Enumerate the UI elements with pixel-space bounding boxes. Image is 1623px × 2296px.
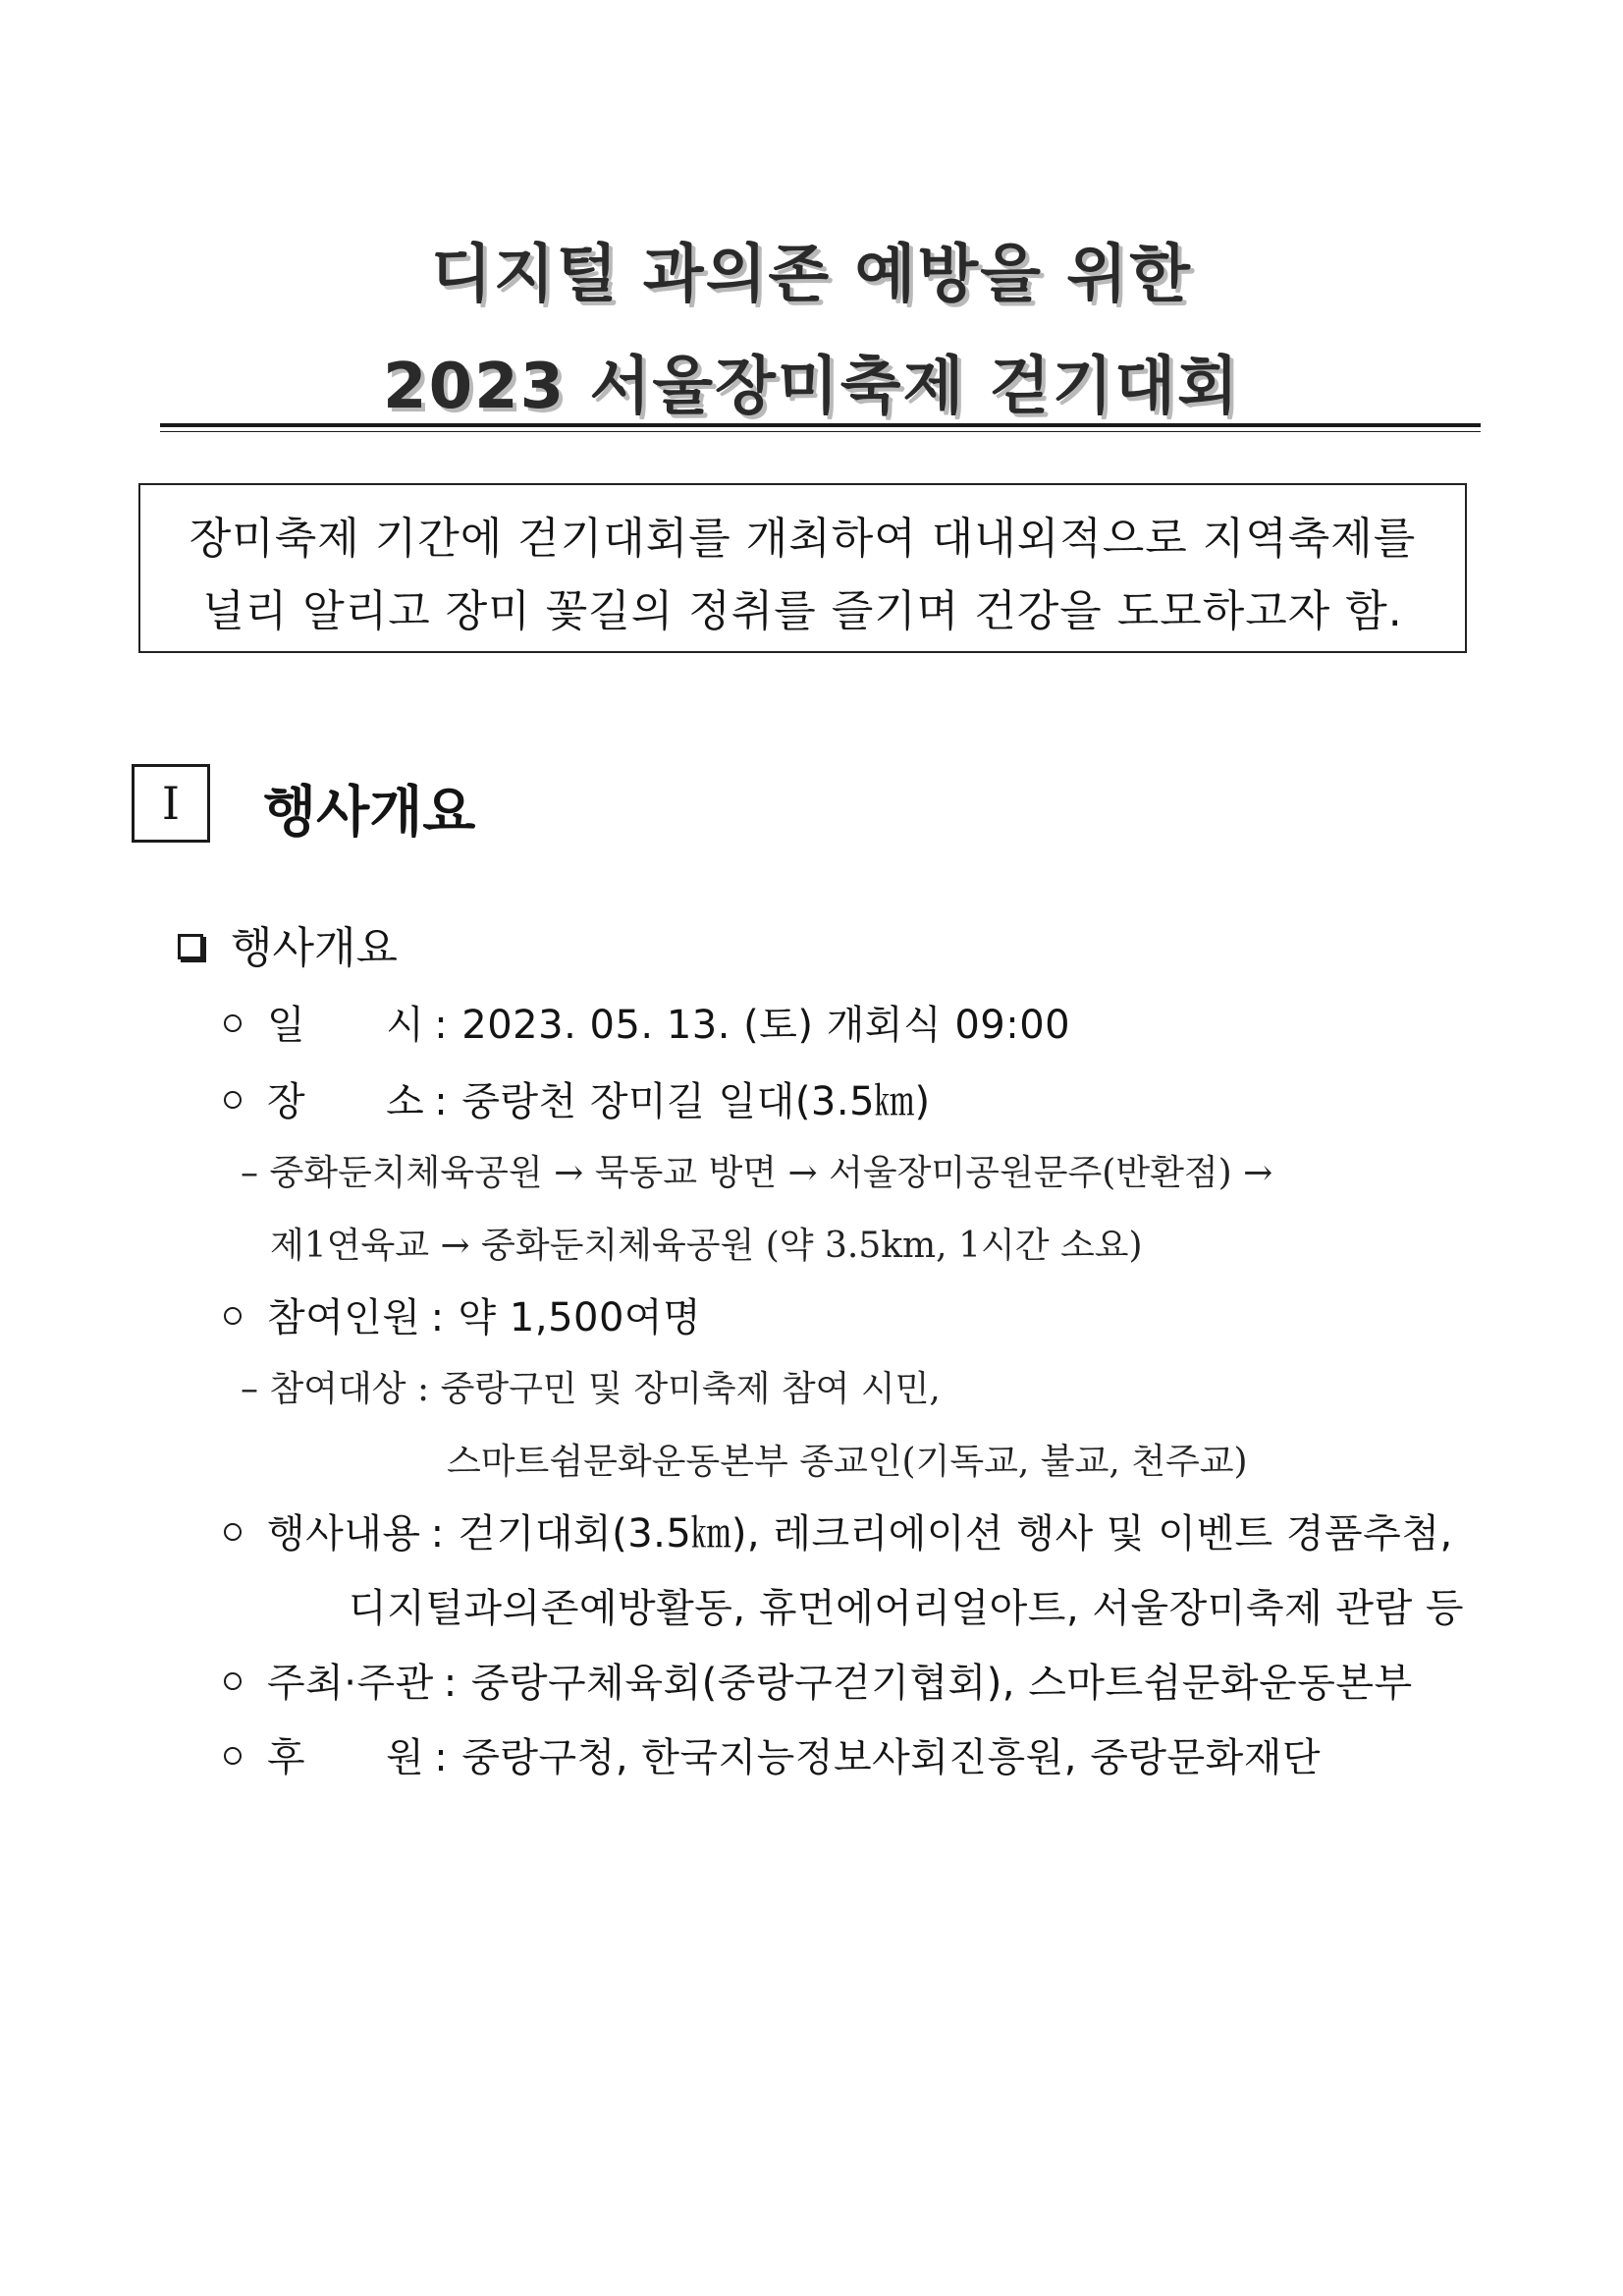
circle-bullet-icon xyxy=(224,1747,242,1765)
content-value-line-2: 디지털과의존예방활동, 휴먼에어리얼아트, 서울장미축제 관람 등 xyxy=(349,1586,1465,1631)
participants-row: 참여인원 : 약 1,500여명 xyxy=(224,1286,701,1342)
section-number-box: Ⅰ xyxy=(132,764,210,843)
circle-bullet-icon xyxy=(224,1014,242,1032)
host-label: 주최·주관 xyxy=(267,1661,434,1706)
target-line-2: 스마트쉼문화운동본부 종교인(기독교, 불교, 천주교) xyxy=(447,1442,1248,1482)
route-line-1: – 중화둔치체육공원 → 묵동교 방면 → 서울장미공원문주(반환점) → xyxy=(241,1153,1273,1193)
route-line-2: 제1연육교 → 중화둔치체육공원 (약 3.5km, 1시간 소요) xyxy=(270,1226,1143,1266)
purpose-box xyxy=(138,483,1467,653)
purpose-line-2: 널리 알리고 장미 꽃길의 정취를 즐기며 건강을 도모하고자 함. xyxy=(202,586,1403,636)
square-bullet-icon xyxy=(178,934,203,959)
sponsor-row: 후 원 : 중랑구청, 한국지능정보사회진흥원, 중랑문화재단 xyxy=(224,1726,1321,1782)
host-row: 주최·주관 : 중랑구체육회(중랑구걷기협회), 스마트쉼문화운동본부 xyxy=(224,1652,1413,1708)
document-title-line-1: 디지털 과의존 예방을 위한 xyxy=(431,239,1192,311)
participants-value: 약 1,500여명 xyxy=(458,1295,702,1340)
overview-heading-text: 행사개요 xyxy=(231,923,399,973)
place-value: 중랑천 장미길 일대(3.5㎞) xyxy=(461,1079,931,1124)
date-label-a: 일 xyxy=(267,1003,306,1048)
sponsor-label-a: 후 xyxy=(267,1735,306,1780)
sponsor-label-b: 원 xyxy=(386,1735,425,1780)
circle-bullet-icon xyxy=(224,1672,242,1690)
purpose-line-1: 장미축제 기간에 걷기대회를 개최하여 대내외적으로 지역축제를 xyxy=(189,514,1417,564)
date-row: 일 시 : 2023. 05. 13. (토) 개회식 09:00 xyxy=(224,994,1070,1050)
content-label: 행사내용 xyxy=(267,1511,421,1557)
circle-bullet-icon xyxy=(224,1523,242,1541)
content-row: 행사내용 : 걷기대회(3.5㎞), 레크리에이션 행사 및 이벤트 경품추첨, xyxy=(224,1503,1453,1558)
content-value-line-1: 걷기대회(3.5㎞), 레크리에이션 행사 및 이벤트 경품추첨, xyxy=(458,1511,1453,1557)
overview-heading xyxy=(178,912,398,975)
section-title: 행사개요 xyxy=(263,781,476,845)
title-underline-thick xyxy=(160,423,1481,427)
place-label-b: 소 xyxy=(386,1079,425,1124)
place-label-a: 장 xyxy=(267,1079,306,1124)
date-value: 2023. 05. 13. (토) 개회식 09:00 xyxy=(461,1003,1071,1048)
circle-bullet-icon xyxy=(224,1091,242,1109)
date-label-b: 시 xyxy=(386,1003,425,1048)
circle-bullet-icon xyxy=(224,1307,242,1325)
target-line-1: – 참여대상 : 중랑구민 및 장미축제 참여 시민, xyxy=(241,1369,941,1409)
participants-label: 참여인원 xyxy=(267,1295,421,1340)
document-title-line-2: 2023 서울장미축제 걷기대회 xyxy=(383,351,1240,423)
host-value: 중랑구체육회(중랑구걷기협회), 스마트쉼문화운동본부 xyxy=(470,1661,1413,1706)
title-underline-thin xyxy=(160,431,1481,432)
place-row: 장 소 : 중랑천 장미길 일대(3.5㎞) xyxy=(224,1070,931,1126)
sponsor-value: 중랑구청, 한국지능정보사회진흥원, 중랑문화재단 xyxy=(461,1735,1322,1780)
